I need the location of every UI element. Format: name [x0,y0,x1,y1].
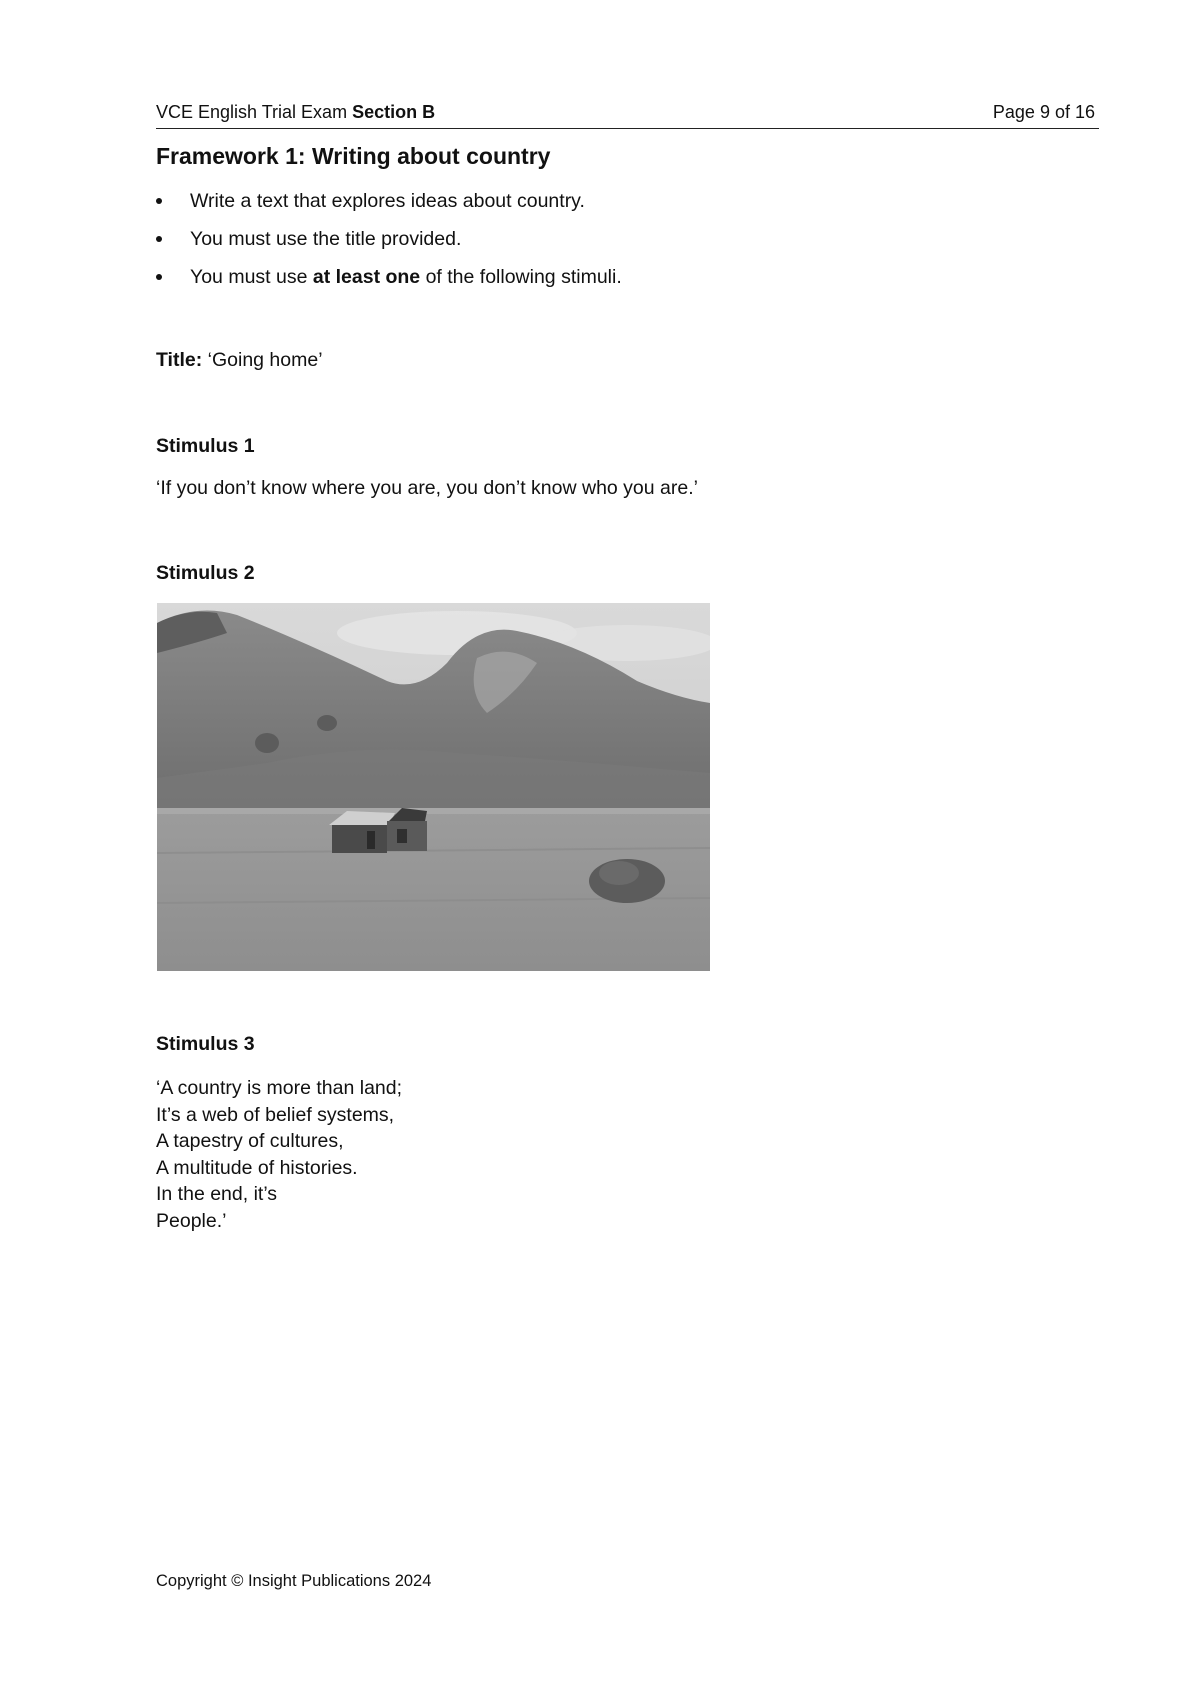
stimulus-3-poem [156,1075,402,1234]
instruction-item [156,265,622,303]
poem-line: A multitude of histories. [156,1156,358,1179]
instruction-text-post: of the following stimuli. [420,266,622,288]
bullet-icon [156,236,162,242]
copyright-footer: Copyright © Insight Publications 2024 [156,1572,432,1590]
exam-title [156,102,435,123]
title-label: Title: [156,349,203,371]
instruction-item [156,227,622,265]
page-number: Page 9 of 16 [992,102,1095,122]
section-label: Section B [352,102,436,122]
instruction-emphasis: at least one [312,266,421,288]
instructions-list [156,189,622,303]
bullet-icon [156,198,162,204]
poem-line: It’s a web of belief systems, [156,1103,395,1126]
instruction-text: You must use the title provided. [190,228,462,250]
bullet-icon [156,274,162,280]
stimulus-1-quote: ‘If you don’t know where you are, you don’t know who you are.’ [156,477,698,499]
instruction-text: Write a text that explores ideas about country. [190,190,585,212]
framework-title: Framework 1: Writing about country [156,143,551,169]
poem-line: People.’ [156,1209,227,1232]
writing-title [156,349,323,372]
poem-line: A tapestry of cultures, [156,1130,344,1152]
stimulus-2-heading: Stimulus 2 [156,562,255,584]
landscape-photo [157,603,710,971]
poem-line: ‘A country is more than land; [156,1077,403,1099]
instruction-item [156,189,622,227]
exam-name: VCE English Trial Exam [156,102,353,122]
stimulus-3-heading: Stimulus 3 [156,1033,255,1055]
poem-line: In the end, it’s [156,1183,278,1205]
shack [329,808,427,853]
instruction-text-pre: You must use [190,266,313,288]
page-header [156,100,1099,129]
title-value: ‘Going home’ [202,349,323,371]
instruction-text [190,266,622,288]
stimulus-1-heading: Stimulus 1 [156,435,255,457]
